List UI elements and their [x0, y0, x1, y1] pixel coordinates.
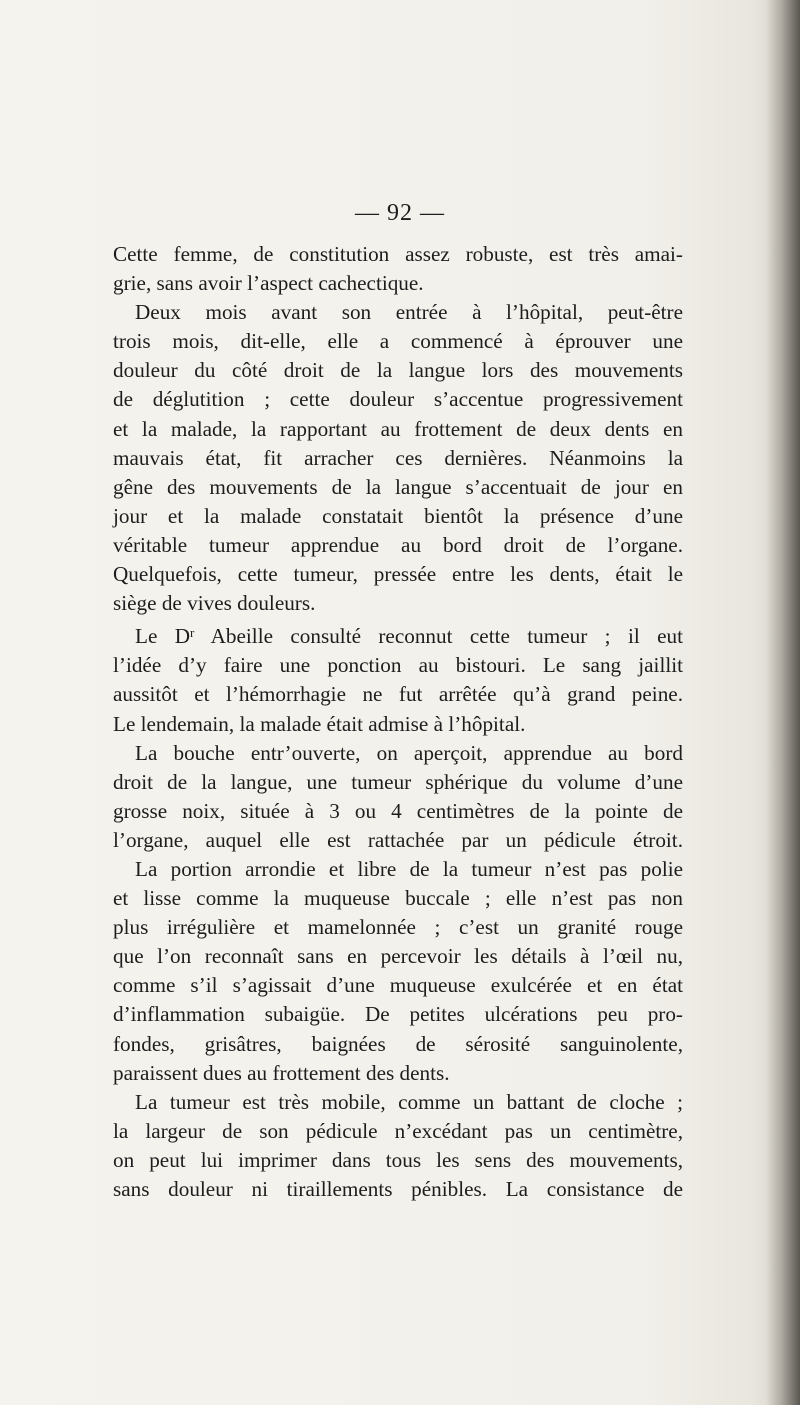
text-line: et lisse comme la muqueuse buccale ; elle n’est pas non — [113, 886, 683, 911]
doctor-abbrev: Le D — [135, 624, 191, 649]
text-line: paraissent dues au frottement des dents. — [113, 1060, 450, 1085]
text-line-rest: Abeille consulté reconnut cette tumeur ; il eut — [210, 624, 683, 649]
text-line: droit de la langue, une tumeur sphérique du volume d’une — [113, 769, 683, 794]
text-line: l’idée d’y faire une ponction au bistouri. Le sang jaillit — [113, 653, 683, 678]
text-line: La portion arrondie et libre de la tumeur n’est pas polie — [135, 856, 683, 881]
text-line: Quelquefois, cette tumeur, pressée entre les dents, était le — [113, 562, 683, 587]
text-line: trois mois, dit-elle, elle a commencé à éprouver une — [113, 329, 683, 354]
text-line: La bouche entr’ouverte, on aperçoit, apprendue au bord — [135, 740, 683, 765]
text-line: véritable tumeur apprendue au bord droit de l’organe. — [113, 532, 683, 557]
text-line: mauvais état, fit arracher ces dernières. Néanmoins la — [113, 445, 683, 470]
text-line: d’inflammation subaigüe. De petites ulcérations peu pro- — [113, 1002, 683, 1027]
text-line: fondes, grisâtres, baignées de sérosité sanguinolente, — [113, 1031, 683, 1056]
text-line: jour et la malade constatait bientôt la présence d’une — [113, 503, 683, 528]
text-line: Le lendemain, la malade était admise à l’hôpital. — [113, 711, 526, 736]
text-line: Deux mois avant son entrée à l’hôpital, peut-être — [135, 300, 683, 325]
text-line: grosse noix, située à 3 ou 4 centimètres de la pointe de — [113, 798, 683, 823]
doctor-abbrev-superscript: r — [190, 625, 195, 641]
page-number: — 92 — — [355, 200, 445, 226]
text-line: sans douleur ni tiraillements pénibles. La consistance de — [113, 1177, 683, 1201]
text-line: comme s’il s’agissait d’une muqueuse exulcérée et en état — [113, 973, 683, 998]
text-line: grie, sans avoir l’aspect cachectique. — [113, 271, 424, 296]
text-line: gêne des mouvements de la langue s’accentuait de jour en — [113, 474, 683, 499]
text-line: douleur du côté droit de la langue lors des mouvements — [113, 358, 683, 383]
text-line: la largeur de son pédicule n’excédant pas un centimètre, — [113, 1118, 683, 1143]
text-line: on peut lui imprimer dans tous les sens des mouvements, — [113, 1147, 683, 1172]
text-line — [113, 618, 683, 651]
text-line: l’organe, auquel elle est rattachée par un pédicule étroit. — [113, 827, 683, 852]
text-line: et la malade, la rapportant au frottement de deux dents en — [113, 416, 683, 441]
text-line: siège de vives douleurs. — [113, 591, 316, 616]
text-line: de déglutition ; cette douleur s’accentue progressivement — [113, 387, 683, 412]
text-line: aussitôt et l’hémorrhagie ne fut arrêtée qu’à grand peine. — [113, 682, 683, 707]
body-text — [113, 240, 683, 1204]
text-line: Cette femme, de constitution assez robuste, est très amai- — [113, 242, 683, 266]
text-line: plus irrégulière et mamelonnée ; c’est un granité rouge — [113, 915, 683, 940]
text-line: La tumeur est très mobile, comme un battant de cloche ; — [135, 1089, 683, 1114]
text-line: que l’on reconnaît sans en percevoir les détails à l’œil nu, — [113, 944, 683, 969]
